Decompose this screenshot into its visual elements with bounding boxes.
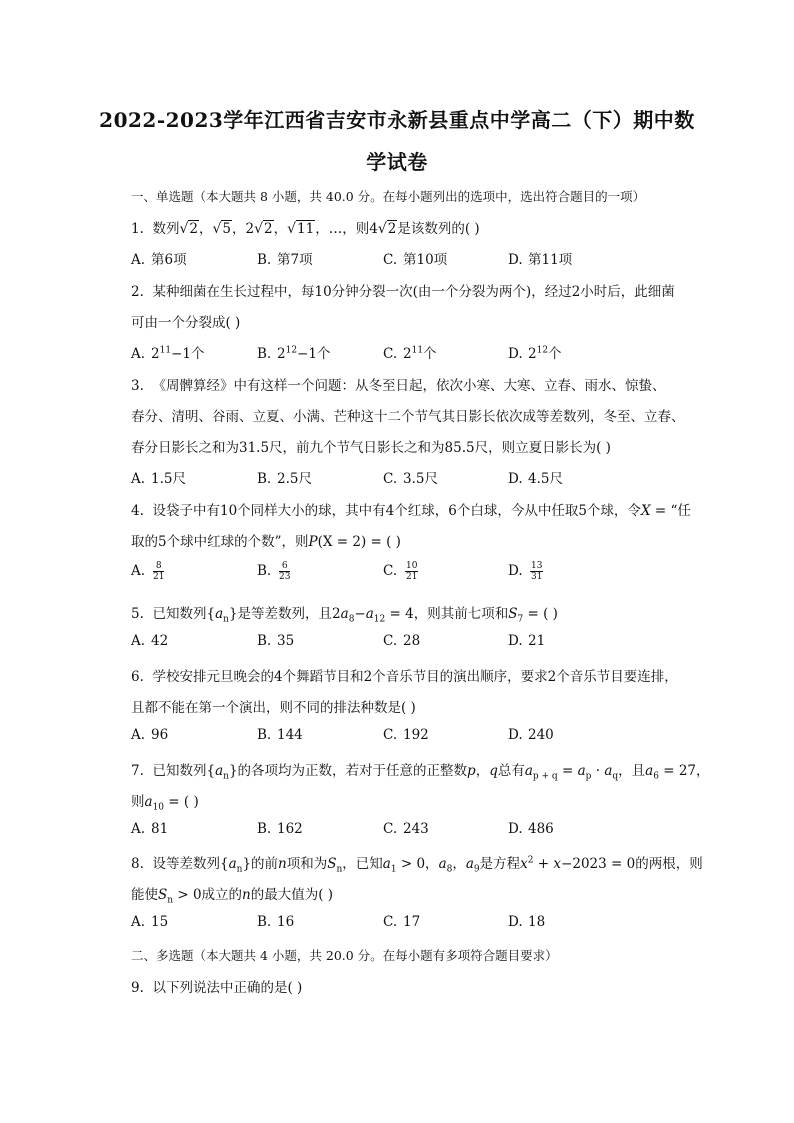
exam-title-line1: 2022-2023学年江西省吉安市永新县重点中学高二（下）期中数 (99, 108, 695, 132)
option-a[interactable]: A. 第6项 (131, 252, 187, 268)
option-a[interactable]: A. 42 (131, 633, 169, 649)
question-4-line2: 取的5个球中红球的个数”，则P(X = 2) = ( ) (131, 534, 401, 550)
option-a[interactable]: A. 96 (131, 727, 169, 743)
option-b[interactable]: B. $2^{12}-1$个 (257, 345, 331, 362)
exam-title-line2: 学试卷 (366, 150, 428, 174)
question-8-line2: 能使$S_n > 0$成立的n的最大值为( ) (131, 887, 334, 906)
option-d[interactable]: D. 18 (508, 914, 546, 930)
question-2-line2: 可由一个分裂成( ) (131, 315, 241, 331)
option-d[interactable]: D. $\frac{13}{31}$ (508, 561, 543, 582)
option-c[interactable]: C. $\frac{10}{21}$ (383, 561, 418, 582)
question-8-options (131, 914, 731, 934)
option-b[interactable]: B. $\frac{6}{23}$ (257, 561, 291, 582)
option-c[interactable]: C. 17 (383, 914, 421, 930)
option-d[interactable]: D. 486 (508, 821, 554, 837)
section-multiple-choice: 二、多选题（本大题共 4 小题，共 20.0 分。在每小题有多项符合题目要求） (131, 948, 558, 963)
question-3-line2: 春分、清明、谷雨、立夏、小满、芒种这十二个节气其日影长依次成等差数列，冬至、立春、 (131, 409, 685, 425)
question-3-line3: 春分日影长之和为31.5尺，前九个节气日影长之和为85.5尺，则立夏日影长为( ) (131, 440, 611, 456)
question-6: 6. 学校安排元旦晚会的4个舞蹈节目和2个音乐节目的演出顺序，要求2个音乐节目要连排， (131, 669, 678, 685)
option-c[interactable]: C. 3.5尺 (383, 471, 438, 487)
question-3: 3. 《周髀算经》中有这样一个问题：从冬至日起，依次小寒、大寒、立春、雨水、惊蛰、 (131, 378, 666, 394)
question-2-options (131, 342, 731, 362)
question-3-options (131, 467, 731, 487)
option-c[interactable]: C. 第10项 (383, 252, 448, 268)
question-7-line2: 则$a_{10}$ = ( ) (131, 794, 199, 813)
section-single-choice: 一、单选题（本大题共 8 小题，共 40.0 分。在每小题列出的选项中，选出符合题目的一项） (131, 189, 646, 204)
question-7: 7. 已知数列$\{a_n\}$的各项均为正数，若对于任意的正整数p，q总有$a_{p + q} = a_p \cdot a_q$，且$a_6 = 27$， (131, 763, 710, 782)
question-1-options (131, 248, 731, 268)
option-a[interactable]: A. $2^{11}-1$个 (131, 345, 205, 362)
question-2: 2. 某种细菌在生长过程中，每10分钟分裂一次(由一个分裂为两个)，经过2小时后，此细菌 (131, 284, 675, 300)
option-c[interactable]: C. 243 (383, 821, 429, 837)
option-b[interactable]: B. 第7项 (257, 252, 313, 268)
option-d[interactable]: D. 4.5尺 (508, 471, 563, 487)
option-a[interactable]: A. 81 (131, 821, 169, 837)
question-7-options (131, 821, 731, 841)
question-1: 1. 数列√2，√5，2√2，√11，…，则4√2是该数列的( ) (131, 221, 480, 237)
question-6-line2: 且都不能在第一个演出，则不同的排法种数是( ) (131, 700, 416, 716)
option-a[interactable]: A. 1.5尺 (131, 471, 186, 487)
question-5-options (131, 633, 731, 653)
option-c[interactable]: C. 28 (383, 633, 421, 649)
option-a[interactable]: A. 15 (131, 914, 169, 930)
option-c[interactable]: C. 192 (383, 727, 429, 743)
question-9: 9. 以下列说法中正确的是( ) (131, 980, 303, 996)
option-d[interactable]: D. 21 (508, 633, 546, 649)
option-b[interactable]: B. 35 (257, 633, 295, 649)
question-6-options (131, 727, 731, 747)
question-5: 5. 已知数列$\{a_n\}$是等差数列，且$2a_8-a_{12} = 4$，则其前七项和$S_7$ = ( ) (131, 606, 558, 625)
option-a[interactable]: A. $\frac{8}{21}$ (131, 561, 165, 582)
option-b[interactable]: B. 16 (257, 914, 295, 930)
option-d[interactable]: D. $2^{12}$个 (508, 345, 562, 362)
option-b[interactable]: B. 144 (257, 727, 303, 743)
option-b[interactable]: B. 162 (257, 821, 303, 837)
option-d[interactable]: D. 240 (508, 727, 554, 743)
option-c[interactable]: C. $2^{11}$个 (383, 345, 437, 362)
question-8: 8. 设等差数列$\{a_n\}$的前n项和为$S_n$，已知$a_1 > 0$，$a_8$，$a_9$是方程$x^2 + x-2023 = 0$的两根，则 (131, 855, 703, 875)
option-d[interactable]: D. 第11项 (508, 252, 573, 268)
question-4: 4. 设袋子中有10个同样大小的球，其中有4个红球，6个白球，今从中任取5个球，令X = “任 (131, 503, 691, 519)
question-4-options (131, 561, 731, 581)
option-b[interactable]: B. 2.5尺 (257, 471, 312, 487)
